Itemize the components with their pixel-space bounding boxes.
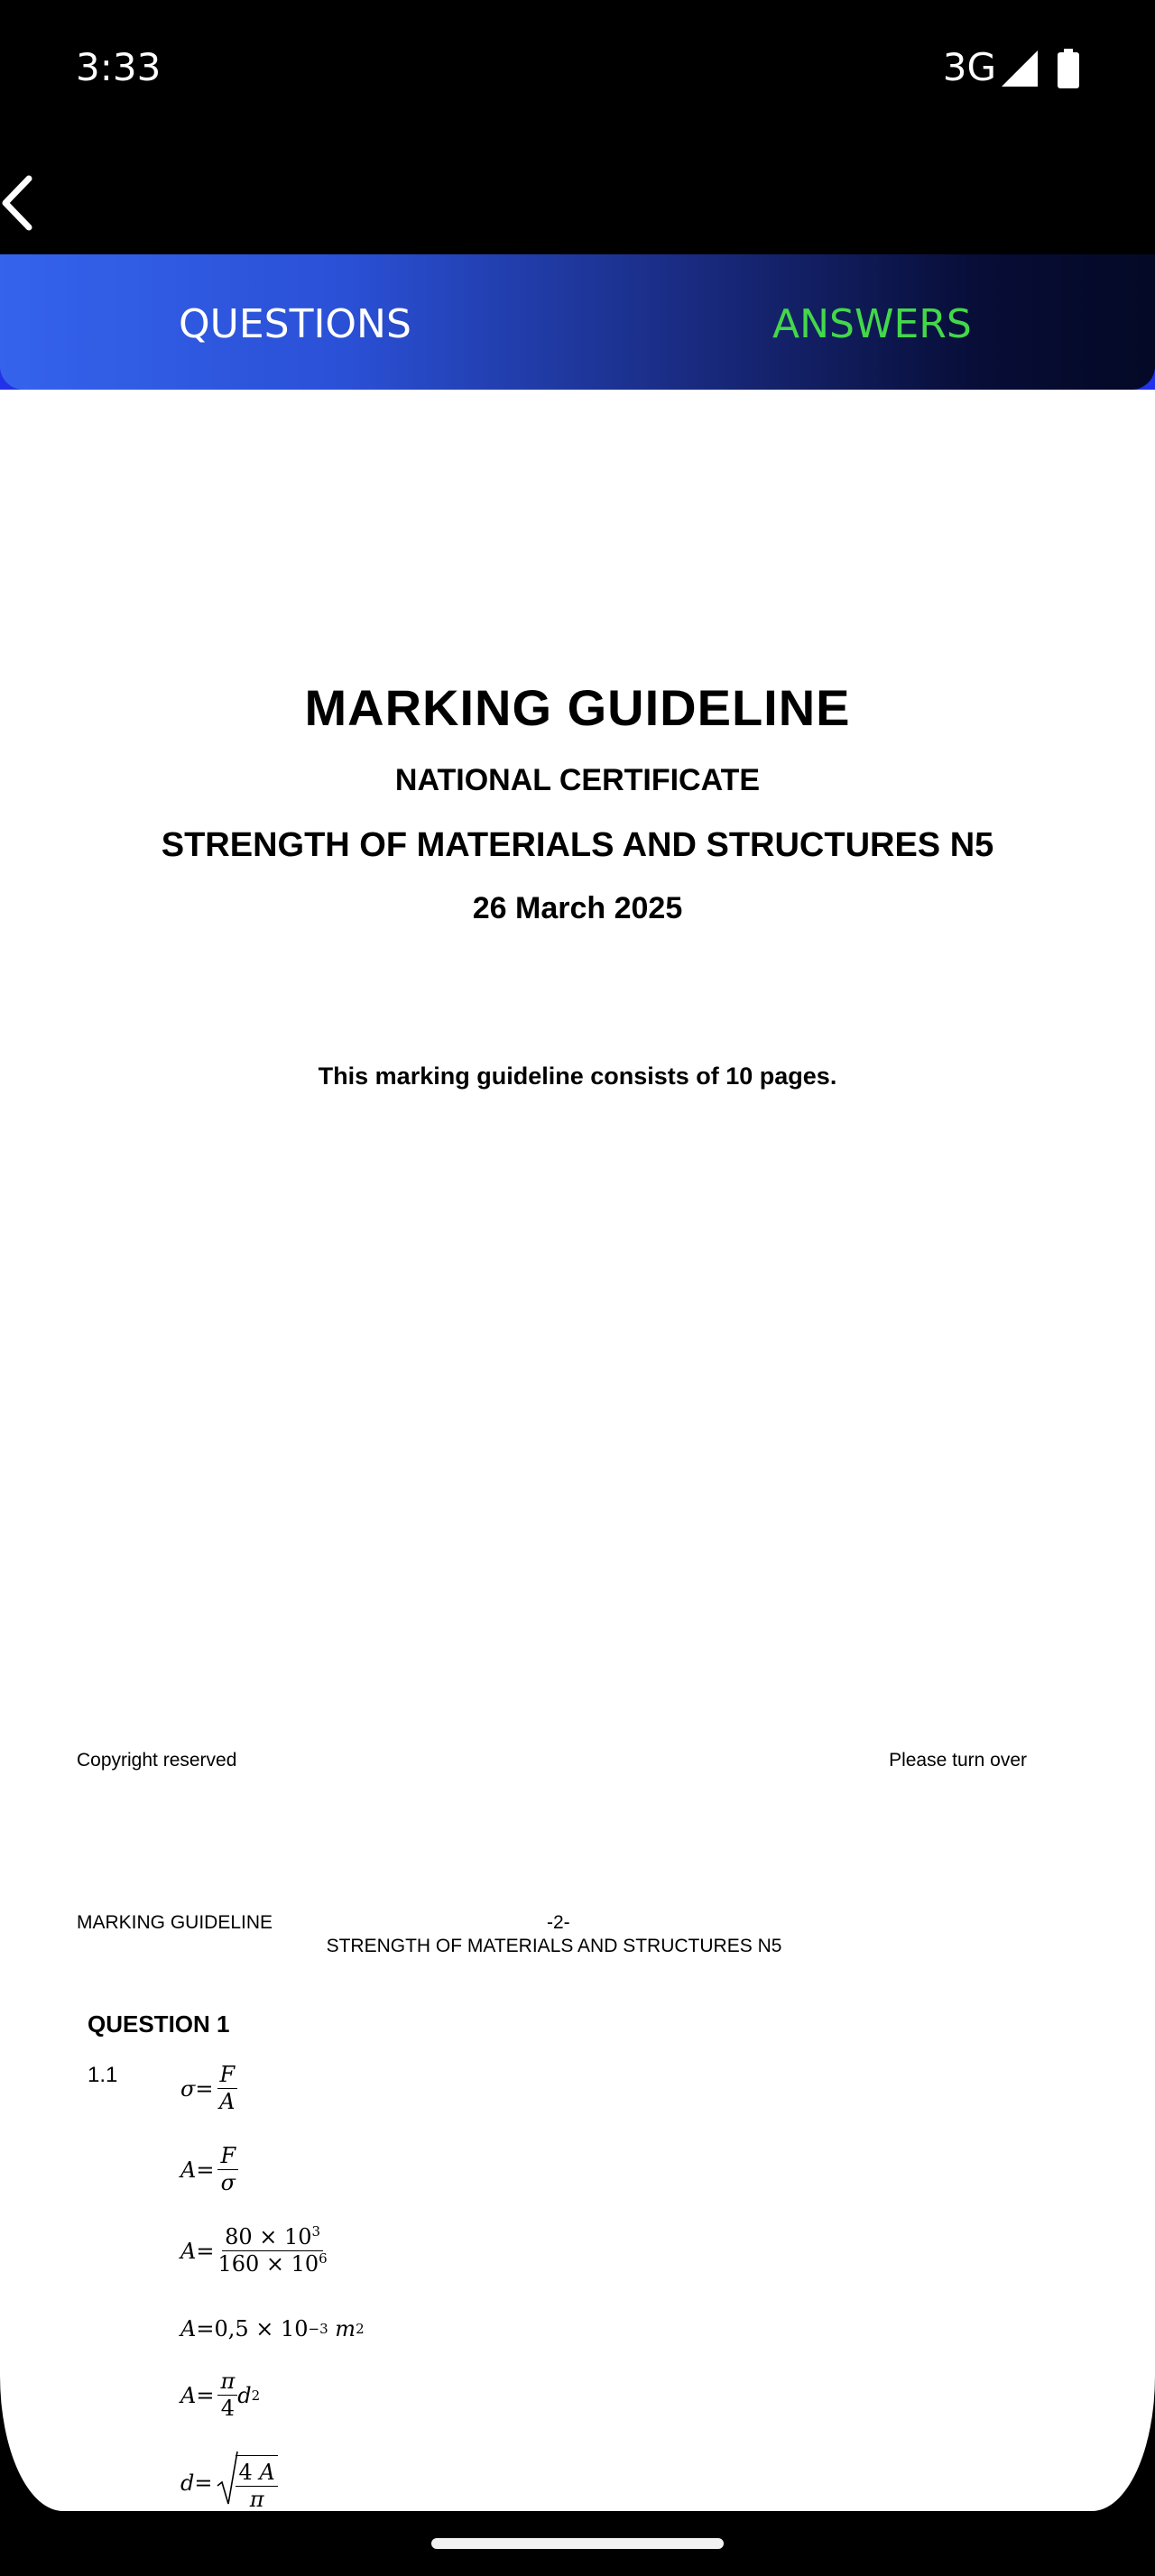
footer-copyright: Copyright reserved — [77, 1750, 237, 1771]
home-gesture-handle[interactable] — [431, 2538, 724, 2549]
equation-area-result: A =0,5 × 10 −3 m 2 — [180, 2316, 365, 2341]
equation-area-circle: A = $\frac{\pi}{4}$ d 2 — [180, 2369, 261, 2422]
page-header-title: MARKING GUIDELINE — [77, 1912, 273, 1933]
equation-diameter: d = $\frac{4 A}{\pi}$ — [180, 2455, 278, 2511]
document-title: MARKING GUIDELINE — [304, 679, 851, 736]
toolbar — [0, 135, 1155, 253]
status-time: 3:33 — [76, 45, 162, 89]
tab-questions[interactable]: QUESTIONS — [179, 301, 411, 347]
document-subject: STRENGTH OF MATERIALS AND STRUCTURES N5 — [161, 826, 994, 864]
question-number: 1.1 — [88, 2063, 118, 2087]
back-arrow-icon[interactable] — [0, 171, 36, 235]
equation-stress: σ = $\frac{F}{A}$ — [180, 2064, 237, 2113]
equation-area-substituted: A = $\frac{80 \times 10^3}{160 \times 10^6}$ — [180, 2223, 328, 2277]
pages-note: This marking guideline consists of 10 pages. — [318, 1063, 837, 1090]
tab-bar — [0, 254, 1155, 390]
battery-icon — [1058, 49, 1079, 88]
page-header-subject: STRENGTH OF MATERIALS AND STRUCTURES N5 — [326, 1936, 782, 1956]
page-number: -2- — [547, 1912, 570, 1933]
document-viewer[interactable] — [0, 390, 1155, 2511]
equation-area: A = $\frac{F}{\sigma}$ — [180, 2145, 238, 2194]
document-subtitle: NATIONAL CERTIFICATE — [394, 763, 761, 797]
signal-icon — [1002, 51, 1038, 87]
tab-answers[interactable]: ANSWERS — [772, 301, 972, 347]
footer-turn-over: Please turn over — [889, 1750, 1027, 1771]
network-type: 3G — [942, 45, 996, 89]
question-heading: QUESTION 1 — [88, 2010, 230, 2038]
status-bar — [0, 0, 1155, 135]
document-date: 26 March 2025 — [472, 891, 683, 925]
